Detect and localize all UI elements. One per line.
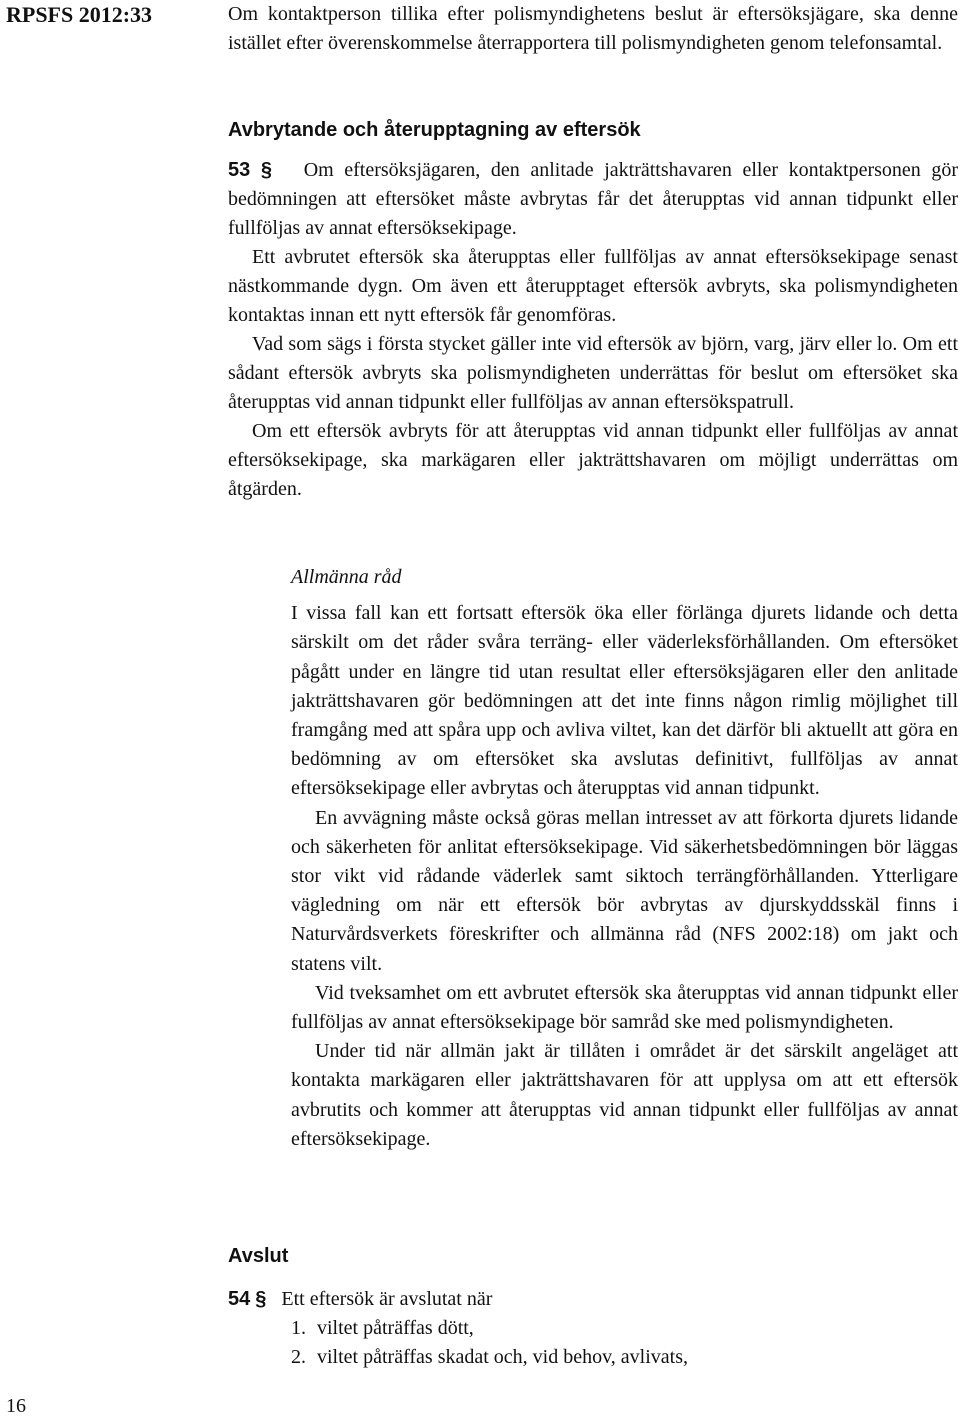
section-heading-avbrytande: Avbrytande och återupptagning av eftersök: [228, 119, 641, 141]
general-advice: [291, 563, 958, 1154]
section-symbol: §: [255, 1288, 267, 1310]
advice-paragraph-2: En avvägning måste också göras mellan intresset av att förkorta djurets lidande och säkerheten för anlitat eftersöksekipage. Vid säkerhetsbedömningen bör läggas stor vikt vid rådande väderlek samt siktoch terrängförhållanden. Ytterligare vägledning om när ett eftersök bör avbrytas av djurskyddsskäl finns i Naturvårdsverkets föreskrifter och allmänna råd (NFS 2002:18) om jakt och statens vilt.: [291, 806, 958, 975]
advice-paragraph-1: I vissa fall kan ett fortsatt eftersök öka eller förlänga djurets lidande och detta särskilt om det råder svåra terräng- eller väderleksförhållanden. Om eftersöket pågått under en längre tid utan resultat eller eftersöksjägaren eller den anlitade jakträttshavaren gör bedömningen att det inte finns någon rimlig möjlighet till framgång med att spåra upp och avliva viltet, kan det därför bli aktuellt att göra en bedömning av om eftersöket ska avslutas definitivt, fullföljas av annat eftersöksekipage eller avbrytas och återupptas vid annan tidpunkt.: [291, 602, 958, 800]
section-54-body: [228, 1285, 958, 1372]
advice-title: Allmänna råd: [291, 566, 402, 588]
advice-paragraph-3: Vid tveksamhet om ett avbrutet eftersök ska återupptas vid annan tidpunkt eller fullföljas av annat eftersöksekipage bör samråd ske med polismyndigheten.: [291, 981, 958, 1034]
section-53-body: [228, 156, 958, 504]
list-text: viltet påträffas dött,: [317, 1317, 474, 1339]
list-item: [291, 1343, 958, 1372]
list-number: 1.: [291, 1317, 306, 1339]
intro-paragraph: Om kontaktperson tillika efter polismyndighetens beslut är eftersöksjägare, ska denne istället efter överenskommelse återrapportera till polismyndigheten genom telefonsamtal.: [228, 3, 958, 54]
advice-paragraph-4: Under tid när allmän jakt är tillåten i området är det särskilt angeläget att kontakta markägaren eller jakträttshavaren för att upplysa om att ett eftersök avbrutits och kommer att återupptas vid annan tidpunkt eller fullföljas av annat eftersöksekipage.: [291, 1040, 958, 1150]
section-54: [228, 1242, 958, 1271]
intro-block: [228, 0, 958, 58]
section-53-paragraph-4: Om ett eftersök avbryts för att återupptas vid annan tidpunkt eller fullföljas av annat eftersöksekipage, ska markägaren eller jakträttshavaren om möjligt underrättas om åtgärden.: [228, 420, 958, 500]
page-number: 16: [6, 1395, 26, 1417]
section-54-list: [228, 1314, 958, 1372]
section-heading-avslut: Avslut: [228, 1245, 289, 1267]
section-54-lead-text: Ett eftersök är avslutat när: [281, 1288, 493, 1310]
section-53-paragraph-2: Ett avbrutet eftersök ska återupptas eller fullföljas av annat eftersöksekipage senast nästkommande dygn. Om även ett återupptaget eftersök avbryts, ska polismyndigheten kontaktas innan ett nytt eftersök får genomföras.: [228, 246, 958, 326]
section-53-paragraph-3: Vad som sägs i första stycket gäller inte vid eftersök av björn, varg, järv eller lo. Om ett sådant eftersök avbryts ska polismyndigheten underrättas för beslut om eftersöket ska återupptas vid annan tidpunkt eller fullföljas av annan eftersökspatrull.: [228, 333, 958, 413]
list-number: 2.: [291, 1346, 306, 1368]
document-code: RPSFS 2012:33: [6, 2, 153, 27]
section-number: 53: [228, 159, 251, 181]
list-item: [291, 1314, 958, 1343]
section-symbol: §: [260, 159, 272, 181]
list-text: viltet påträffas skadat och, vid behov, avlivats,: [317, 1346, 689, 1368]
section-54-lead: [228, 1285, 958, 1314]
section-number: 54: [228, 1288, 251, 1310]
section-53-text-1: Om eftersöksjägaren, den anlitade jakträttshavaren eller kontaktpersonen gör bedömningen att eftersöket måste avbrytas får det återupptas vid annan tidpunkt eller fullföljas av annat eftersöksekipage.: [228, 159, 959, 239]
section-53: [228, 116, 958, 145]
section-53-paragraph-1: [228, 156, 958, 243]
